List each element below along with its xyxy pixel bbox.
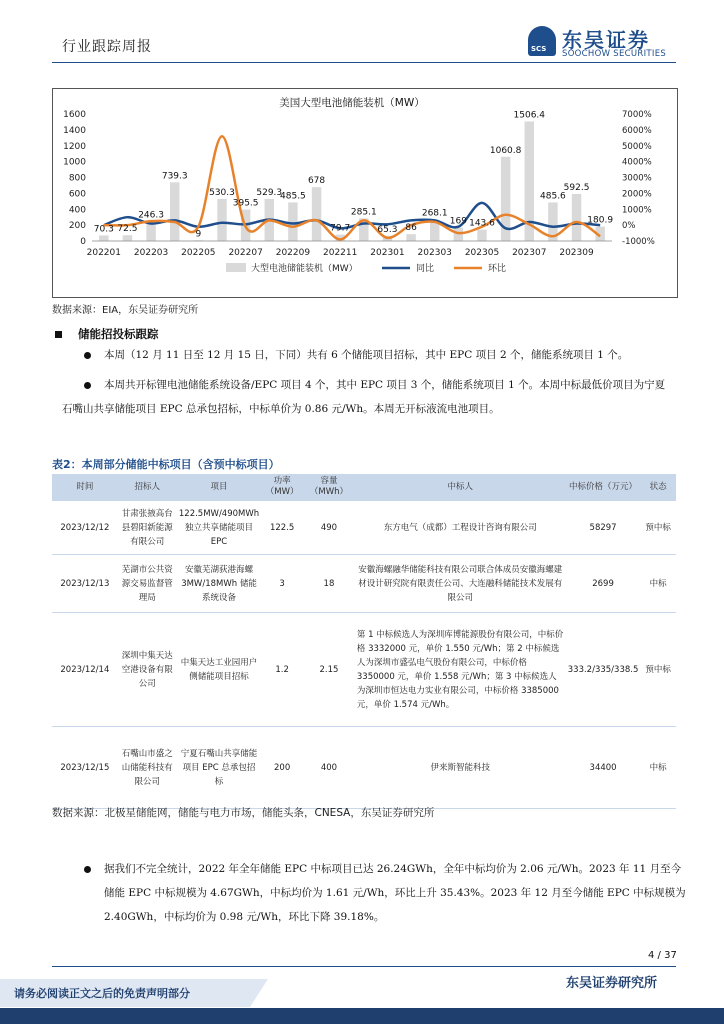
chart-title: 美国大型电池储能装机（MW） xyxy=(279,97,425,109)
y-right-tick-label: 1000% xyxy=(622,205,652,216)
cell-bidder: 深圳中集天达空港设备有限公司 xyxy=(118,613,177,727)
cell-bidder: 芜湖市公共资源交易监督管理局 xyxy=(118,555,177,613)
bar-value-label: 65.3 xyxy=(377,224,398,235)
bar-value-label: 268.1 xyxy=(421,208,448,219)
y-left-tick-label: 1000 xyxy=(63,157,86,168)
chart-bar xyxy=(477,230,486,241)
logo-english-name: SOOCHOW SECURITIES xyxy=(562,49,667,59)
y-left-tick-label: 400 xyxy=(68,205,86,216)
bar-value-label: 1060.8 xyxy=(489,145,522,156)
x-tick-label: 202207 xyxy=(228,248,263,258)
cell-price: 333.2/335/338.5 xyxy=(566,613,641,727)
cell-winner: 东方电气（成都）工程设计咨询有限公司 xyxy=(355,501,566,555)
bar-value-label: 143.6 xyxy=(469,218,495,229)
x-tick-label: 202205 xyxy=(181,248,216,258)
y-right-tick-label: 2000% xyxy=(622,189,652,200)
y-left-tick-label: 1200 xyxy=(63,141,86,152)
y-left-tick-label: 1600 xyxy=(63,110,86,120)
y-right-tick-label: 0% xyxy=(622,221,636,232)
cell-status: 中标 xyxy=(640,727,676,809)
x-tick-label: 202309 xyxy=(559,248,594,258)
cell-status: 中标 xyxy=(640,555,676,613)
bar-value-label: 485.5 xyxy=(280,191,306,202)
cell-power: 122.5 xyxy=(261,501,303,555)
x-tick-label: 202203 xyxy=(133,248,169,258)
y-right-tick-label: 5000% xyxy=(622,141,652,152)
table-row xyxy=(52,727,676,809)
storage-installation-chart xyxy=(52,88,676,296)
bar-value-label: 395.5 xyxy=(232,198,259,209)
col-header-power: 功率（MW） xyxy=(261,474,303,501)
footer-band xyxy=(0,1008,724,1024)
bar-value-label: 529.3 xyxy=(256,187,283,198)
footer-institute: 东吴证券研究所 xyxy=(566,976,658,991)
cell-project: 安徽芜湖荻港海螺 3MW/18MWh 储能系统设备 xyxy=(177,555,261,613)
logo-chinese-name: 东吴证券 xyxy=(562,28,650,52)
cell-date: 2023/12/14 xyxy=(52,613,118,727)
cell-power: 200 xyxy=(261,727,303,809)
legend-label-bars: 大型电池储能装机（MW） xyxy=(251,264,358,274)
logo-badge-icon xyxy=(528,26,556,56)
chart-bar xyxy=(288,202,297,241)
chart-source: 数据来源：EIA，东吴证券研究所 xyxy=(52,305,199,316)
cell-capacity: 400 xyxy=(303,727,355,809)
x-tick-label: 202201 xyxy=(86,248,121,258)
bar-value-label: 246.3 xyxy=(138,210,164,221)
x-tick-label: 202211 xyxy=(323,248,358,258)
table-row xyxy=(52,501,676,555)
footer-divider xyxy=(52,966,676,967)
disclaimer-text: 请务必阅读正文之后的免责声明部分 xyxy=(14,987,190,1000)
y-right-tick-label: 4000% xyxy=(622,157,652,168)
cell-project: 122.5MW/490MWh 独立共享储能项目 EPC xyxy=(177,501,261,555)
section-title: 储能招投标跟踪 xyxy=(78,327,159,341)
cell-capacity: 18 xyxy=(303,555,355,613)
y-left-tick-label: 200 xyxy=(68,221,86,232)
chart-bar xyxy=(312,187,321,241)
chart-bar xyxy=(170,182,179,241)
bar-value-label: 285.1 xyxy=(350,207,377,218)
x-tick-label: 202307 xyxy=(512,248,547,258)
logo-badge-text: SCS xyxy=(531,45,547,53)
y-left-tick-label: 0 xyxy=(80,237,86,247)
opening-summary-line1: 本周共开标锂电池储能系统设备/EPC 项目 4 个，其中 EPC 项目 3 个，储能系统项目 1 个。本周中标最低价项目为宁夏 xyxy=(104,379,666,391)
bar-value-label: 169 xyxy=(449,216,467,227)
cell-price: 2699 xyxy=(566,555,641,613)
bar-value-label: 1506.4 xyxy=(513,110,546,121)
bar-value-label: 678 xyxy=(307,176,326,187)
company-logo xyxy=(528,24,678,62)
legend-swatch-bars xyxy=(226,263,246,272)
cell-status: 预中标 xyxy=(640,501,676,555)
cell-status: 预中标 xyxy=(640,613,676,727)
y-left-tick-label: 600 xyxy=(68,189,86,200)
table-row xyxy=(52,613,676,727)
legend-label-mom: 环比 xyxy=(488,264,507,274)
disclaimer-box-corner xyxy=(250,979,268,1007)
table-row xyxy=(52,555,676,613)
bar-value-label: 739.3 xyxy=(161,171,188,182)
bar-value-label: 485.6 xyxy=(540,191,566,202)
bar-value-label: 79.7 xyxy=(330,223,351,234)
cell-capacity: 2.15 xyxy=(303,613,355,727)
bar-value-label: 70.3 xyxy=(93,224,114,235)
cell-winner: 第 1 中标候选人为深圳库博能源股份有限公司，中标价格 3332000 元，单价 1.550 元/Wh；第 2 中标候选人为深圳市盛弘电气股份有限公司，中标价格 3350000 元，单价 1.558 元/Wh；第 3 中标候选人为深圳市恒达电力实业有限公司，中标价格 3385000 元，单价 1.574 元/Wh。 xyxy=(355,613,566,727)
x-tick-label: 202303 xyxy=(417,248,452,258)
cell-winner: 安徽海螺融华储能科技有限公司联合体成员安徽海螺建材设计研究院有限责任公司、大连融科储能技术发展有限公司 xyxy=(355,555,566,613)
col-header-price: 中标价格（万元） xyxy=(566,474,641,501)
section-bullet-icon xyxy=(55,331,62,338)
y-right-tick-label: 3000% xyxy=(622,173,652,184)
cell-price: 58297 xyxy=(566,501,641,555)
bullet-dot-icon xyxy=(84,866,91,873)
bar-value-label: 180.9 xyxy=(587,215,614,226)
summary-line3: 2.40GWh，中标均价为 0.98 元/Wh，环比下降 39.18%。 xyxy=(104,911,385,923)
x-tick-label: 202209 xyxy=(275,248,311,258)
y-right-tick-label: -1000% xyxy=(622,237,655,247)
winning-bids-table xyxy=(52,474,676,809)
page-number: 4 / 37 xyxy=(648,950,677,961)
cell-price: 34400 xyxy=(566,727,641,809)
bidding-summary: 本周（12 月 11 日至 12 月 15 日，下同）共有 6 个储能项目招标，其中 EPC 项目 2 个，储能系统项目 1 个。 xyxy=(104,349,629,361)
y-left-tick-label: 1400 xyxy=(63,125,86,136)
chart-bar xyxy=(99,235,108,241)
col-header-status: 状态 xyxy=(640,474,676,501)
bar-value-label: 9 xyxy=(195,229,202,240)
table-source: 数据来源：北极星储能网，储能与电力市场，储能头条，CNESA，东吴证券研究所 xyxy=(52,807,435,819)
table-header-row xyxy=(52,474,676,501)
cell-capacity: 490 xyxy=(303,501,355,555)
col-header-date: 时间 xyxy=(52,474,118,501)
bar-value-label: 592.5 xyxy=(563,182,590,193)
table-title: 表2：本周部分储能中标项目（含预中标项目） xyxy=(52,458,280,471)
bar-value-label: 72.5 xyxy=(117,224,138,235)
cell-date: 2023/12/15 xyxy=(52,727,118,809)
bar-value-label: 86 xyxy=(405,223,417,234)
cell-project: 中集天达工业园用户侧储能项目招标 xyxy=(177,613,261,727)
summary-line2: 储能 EPC 中标规模为 4.67GWh，中标均价为 1.61 元/Wh，环比上升 35.43%。2023 年 12 月至今储能 EPC 中标规模为 xyxy=(104,887,686,899)
summary-line1: 据我们不完全统计，2022 年全年储能 EPC 中标项目已达 26.24GWh，全年中标均价为 2.06 元/Wh。2023 年 11 月至今 xyxy=(104,863,682,875)
x-tick-label: 202301 xyxy=(370,248,405,258)
y-left-tick-label: 800 xyxy=(68,173,86,184)
disclaimer-box xyxy=(0,979,250,1007)
bullet-dot-icon xyxy=(84,382,91,389)
col-header-capacity: 容量（MWh） xyxy=(303,474,355,501)
cell-power: 3 xyxy=(261,555,303,613)
chart-bar xyxy=(217,199,226,241)
chart-bar xyxy=(572,194,581,241)
cell-project: 宁夏石嘴山共享储能项目 EPC 总承包招标 xyxy=(177,727,261,809)
report-type-title: 行业跟踪周报 xyxy=(62,39,152,55)
x-tick-label: 202305 xyxy=(464,248,500,258)
cell-winner: 伊来斯智能科技 xyxy=(355,727,566,809)
cell-bidder: 甘肃张掖高台县碧阳新能源有限公司 xyxy=(118,501,177,555)
y-right-tick-label: 6000% xyxy=(622,125,652,136)
cell-date: 2023/12/13 xyxy=(52,555,118,613)
bar-value-label: 530.3 xyxy=(209,187,235,198)
col-header-bidder: 招标人 xyxy=(118,474,177,501)
chart-bar xyxy=(406,234,415,241)
header-divider xyxy=(52,62,676,63)
bullet-dot-icon xyxy=(84,352,91,359)
y-right-tick-label: 7000% xyxy=(622,110,652,120)
cell-power: 1.2 xyxy=(261,613,303,727)
cell-date: 2023/12/12 xyxy=(52,501,118,555)
cell-bidder: 石嘴山市盛之山储能科技有限公司 xyxy=(118,727,177,809)
col-header-winner: 中标人 xyxy=(355,474,566,501)
opening-summary-line2: 石嘴山共享储能项目 EPC 总承包招标，中标单价为 0.86 元/Wh。本周无开标液流电池项目。 xyxy=(62,403,500,415)
legend-label-yoy: 同比 xyxy=(416,264,435,274)
chart-bar xyxy=(123,235,132,241)
col-header-project: 项目 xyxy=(177,474,261,501)
